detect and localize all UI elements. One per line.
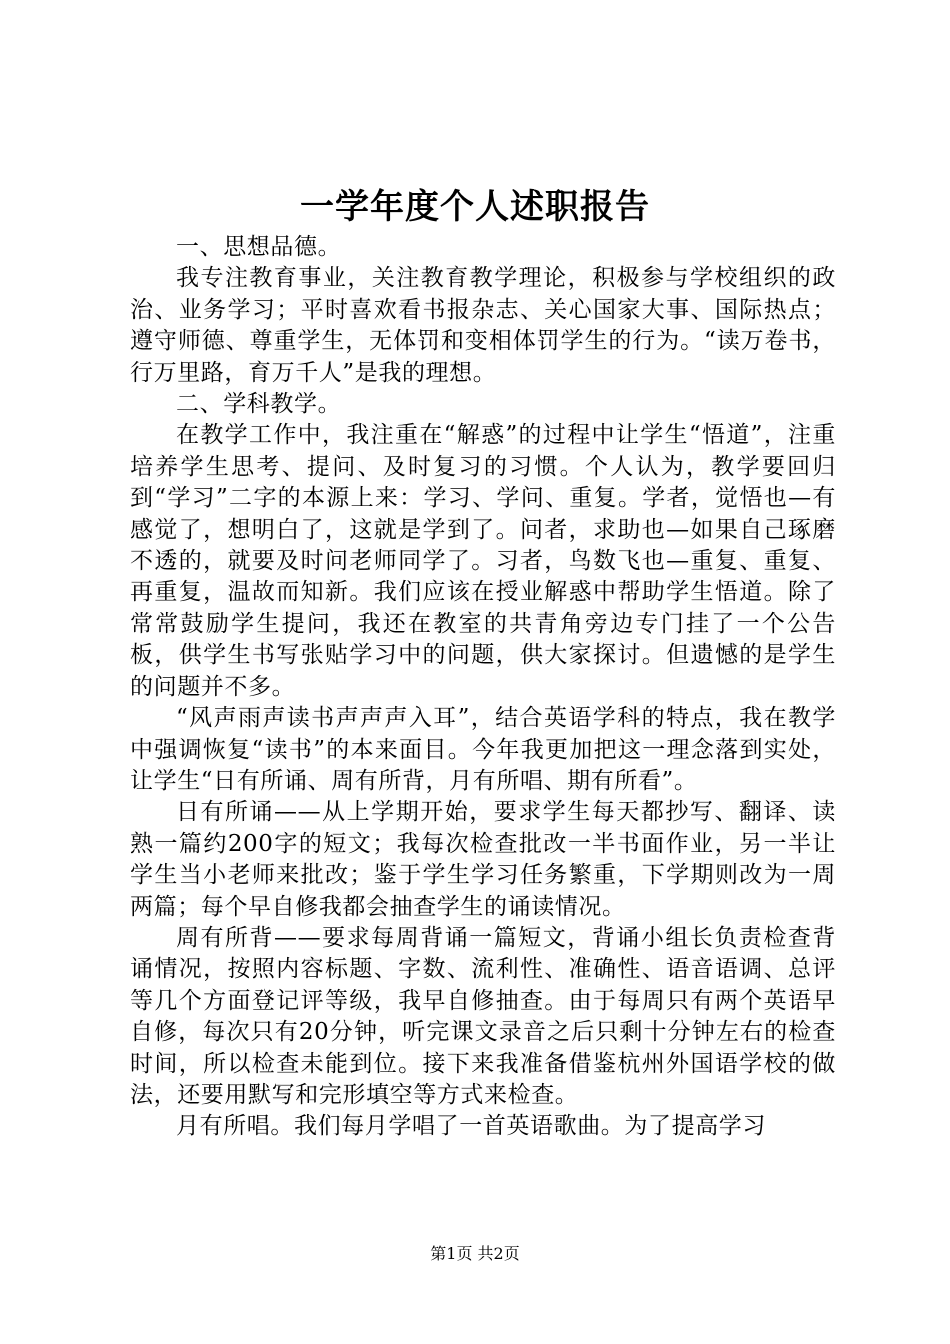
section-heading-ideology: 一、思想品德。 <box>176 234 342 260</box>
paragraph-ideology: 我专注教育事业，关注教育教学理论，积极参与学校组织的政治、业务学习；平时喜欢看书报杂志、关心国家大事、国际热点；遵守师德、尊重学生，无体罚和变相体罚学生的行为。“读万卷书，行万里路，育万千人”是我的理想。 <box>130 265 836 386</box>
paragraph-weekly-recitation: 周有所背——要求每周背诵一篇短文，背诵小组长负责检查背诵情况，按照内容标题、字数、流利性、准确性、语音语调、总评等几个方面登记评等级，我早自修抽查。由于每周只有两个英语早自修，每次只有20分钟，听完课文录音之后只剩十分钟左右的检查时间，所以检查未能到位。接下来我准备借鉴杭州外国语学校的做法，还要用默写和完形填空等方式来检查。 <box>130 924 836 1108</box>
document-title: 一学年度个人述职报告 <box>300 187 650 227</box>
paragraph-monthly-singing: 月有所唱。我们每月学唱了一首英语歌曲。为了提高学习 <box>176 1113 766 1140</box>
paragraph-teaching-approach: 在教学工作中，我注重在“解惑”的过程中让学生“悟道”，注重培养学生思考、提问、及时复习的习惯。个人认为，教学要回归到“学习”二字的本源上来：学习、学问、重复。学者，觉悟也—有感觉了，想明白了，这就是学到了。问者，求助也—如果自己琢磨不透的，就要及时问老师同学了。习者，鸟数飞也—重复、重复、再重复，温故而知新。我们应该在授业解惑中帮助学生悟道。除了常常鼓励学生提问，我还在教室的共青角旁边专门挂了一个公告板，供学生书写张贴学习中的问题，供大家探讨。但遗憾的是学生的问题并不多。 <box>130 422 836 700</box>
paragraph-daily-recitation: 日有所诵——从上学期开始，要求学生每天都抄写、翻译、读熟一篇约200字的短文；我每次检查批改一半书面作业，另一半让学生当小老师来批改；鉴于学生学习任务繁重，下学期则改为一周两篇；每个早自修我都会抽查学生的诵读情况。 <box>130 799 836 920</box>
document-body <box>130 232 836 1143</box>
section-heading-teaching: 二、学科教学。 <box>176 391 342 418</box>
paragraph-reading-practice: “风声雨声读书声声声入耳”，结合英语学科的特点，我在教学中强调恢复“读书”的本来面目。今年我更加把这一理念落到实处，让学生“日有所诵、周有所背，月有所唱、期有所看”。 <box>130 705 836 794</box>
page-footer: 第1页 共2页 <box>430 1244 520 1263</box>
